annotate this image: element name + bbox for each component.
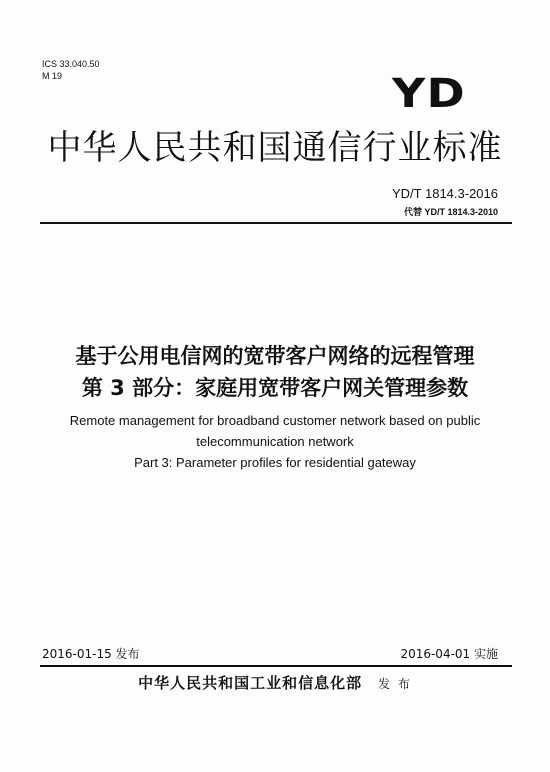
- ccs-code: M 19: [42, 71, 63, 81]
- english-title-line-1: Remote management for broadband customer network based on public: [69, 413, 481, 428]
- classification-codes: [42, 58, 100, 82]
- publisher-name: 中华人民共和国工业和信息化部: [138, 674, 363, 692]
- english-title-line-3: Part 3: Parameter profiles for residential gateway: [134, 455, 416, 470]
- issue-date: 2016-01-15 发布: [42, 647, 140, 661]
- top-divider: [40, 222, 512, 224]
- english-title-line-2: telecommunication network: [196, 434, 354, 449]
- publish-verb: 发 布: [378, 677, 412, 691]
- english-title: [0, 410, 550, 473]
- chinese-title: [0, 340, 550, 404]
- standard-number: YD/T 1814.3-2016: [392, 186, 498, 201]
- implementation-date: 2016-04-01 实施: [400, 647, 498, 661]
- chinese-title-line-1: 基于公用电信网的宽带客户网络的远程管理: [75, 344, 475, 368]
- yd-logo: YD: [392, 71, 466, 117]
- bottom-divider: [40, 665, 512, 667]
- chinese-title-line-2: 第 3 部分：家庭用宽带客户网关管理参数: [81, 376, 469, 400]
- publisher-line: [0, 672, 550, 693]
- standard-title: 中华人民共和国通信行业标准: [47, 128, 503, 168]
- replaces-note: 代替 YD/T 1814.3-2010: [403, 207, 498, 217]
- ics-code: ICS 33.040.50: [42, 59, 100, 69]
